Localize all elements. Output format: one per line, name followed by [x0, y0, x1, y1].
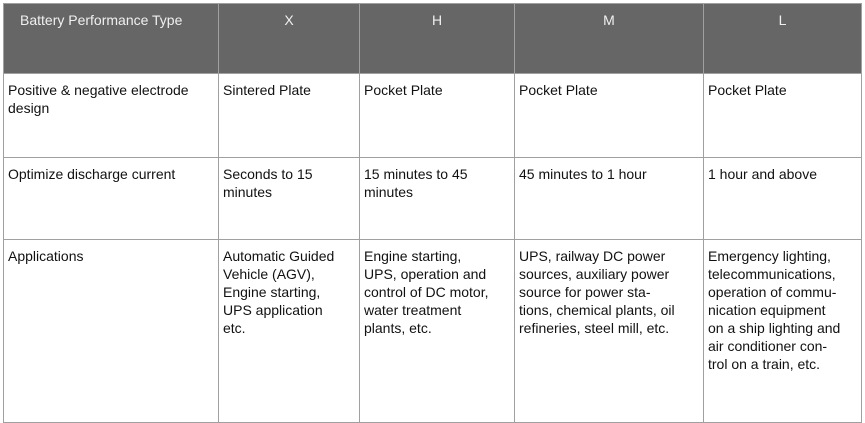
table-cell: 45 minutes to 1 hour — [515, 158, 704, 240]
header-cell: Battery Performance Type — [4, 4, 219, 74]
row-label: Applications — [4, 240, 219, 423]
table-cell: Automatic Guided Vehicle (AGV), Engine starting, UPS application etc. — [219, 240, 360, 423]
table-cell: Sintered Plate — [219, 74, 360, 158]
header-cell: H — [360, 4, 515, 74]
table-cell: Pocket Plate — [515, 74, 704, 158]
row-label: Optimize discharge current — [4, 158, 219, 240]
table-cell: Pocket Plate — [704, 74, 862, 158]
battery-performance-table — [3, 3, 862, 423]
header-row — [4, 4, 862, 74]
table-row — [4, 240, 862, 423]
table-row — [4, 158, 862, 240]
table-cell: Seconds to 15 minutes — [219, 158, 360, 240]
header-cell: M — [515, 4, 704, 74]
header-cell: X — [219, 4, 360, 74]
table-cell: Engine starting, UPS, operation and control of DC motor, water treatment plants, etc. — [360, 240, 515, 423]
table-row — [4, 74, 862, 158]
table-cell: 1 hour and above — [704, 158, 862, 240]
table-cell: Pocket Plate — [360, 74, 515, 158]
row-label: Positive & negative electrode design — [4, 74, 219, 158]
header-cell: L — [704, 4, 862, 74]
table-cell: 15 minutes to 45 minutes — [360, 158, 515, 240]
table-cell: UPS, railway DC power sources, auxiliary power source for power sta- tions, chemical plants, oil refineries, steel mill, etc. — [515, 240, 704, 423]
table-cell: Emergency lighting, telecommunications, operation of commu- nication equipment on a ship lighting and air conditioner con- trol on a train, etc. — [704, 240, 862, 423]
